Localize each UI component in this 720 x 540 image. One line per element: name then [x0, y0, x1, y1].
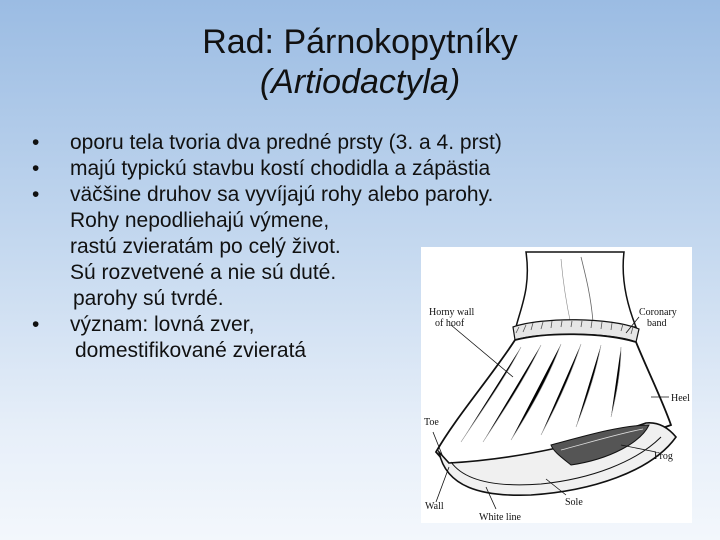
label-horny-wall-1: Horny wall	[429, 307, 475, 318]
label-wall: Wall	[425, 501, 444, 512]
label-horny-wall-2: of hoof	[435, 318, 465, 329]
bullet-item-2	[30, 156, 630, 182]
label-heel: Heel	[671, 393, 690, 404]
continuation-line-3: Sú rozvetvené a nie sú duté.	[70, 261, 337, 284]
slide-subtitle: (Artiodactyla)	[259, 63, 461, 101]
continuation-line-4: parohy sú tvrdé.	[73, 287, 224, 310]
continuation-line-1: Rohy nepodliehajú výmene,	[70, 209, 330, 232]
bullet-text: oporu tela tvoria dva predné prsty (3. a 4. prst)	[70, 131, 502, 154]
bullet-marker: •	[32, 131, 40, 154]
bullet-text: majú typickú stavbu kostí chodidla a zápästia	[70, 157, 491, 180]
label-frog: Frog	[654, 451, 673, 462]
bullet-item-3	[30, 182, 630, 208]
label-sole: Sole	[565, 497, 583, 508]
bullet-marker: •	[32, 313, 40, 336]
label-coronary-1: Coronary	[639, 307, 677, 318]
pastern-shape	[516, 252, 636, 327]
continuation-line-2: rastú zvieratám po celý život.	[70, 235, 341, 258]
bullet-item-1	[30, 130, 630, 156]
hoof-illustration	[421, 247, 692, 523]
bullet-marker: •	[32, 157, 40, 180]
slide-title: Rad: Párnokopytníky	[202, 23, 518, 61]
continuation-line-5: domestifikované zvieratá	[75, 339, 307, 362]
label-white-line: White line	[479, 512, 521, 523]
bullet-text: význam: lovná zver,	[70, 313, 255, 336]
slide-title-block	[0, 22, 720, 102]
bullet-marker: •	[32, 183, 40, 206]
label-coronary-2: band	[647, 318, 667, 329]
bullet-text: väčšine druhov sa vyvíjajú rohy alebo parohy.	[70, 183, 494, 206]
hoof-diagram	[421, 247, 692, 523]
label-toe: Toe	[424, 417, 439, 428]
